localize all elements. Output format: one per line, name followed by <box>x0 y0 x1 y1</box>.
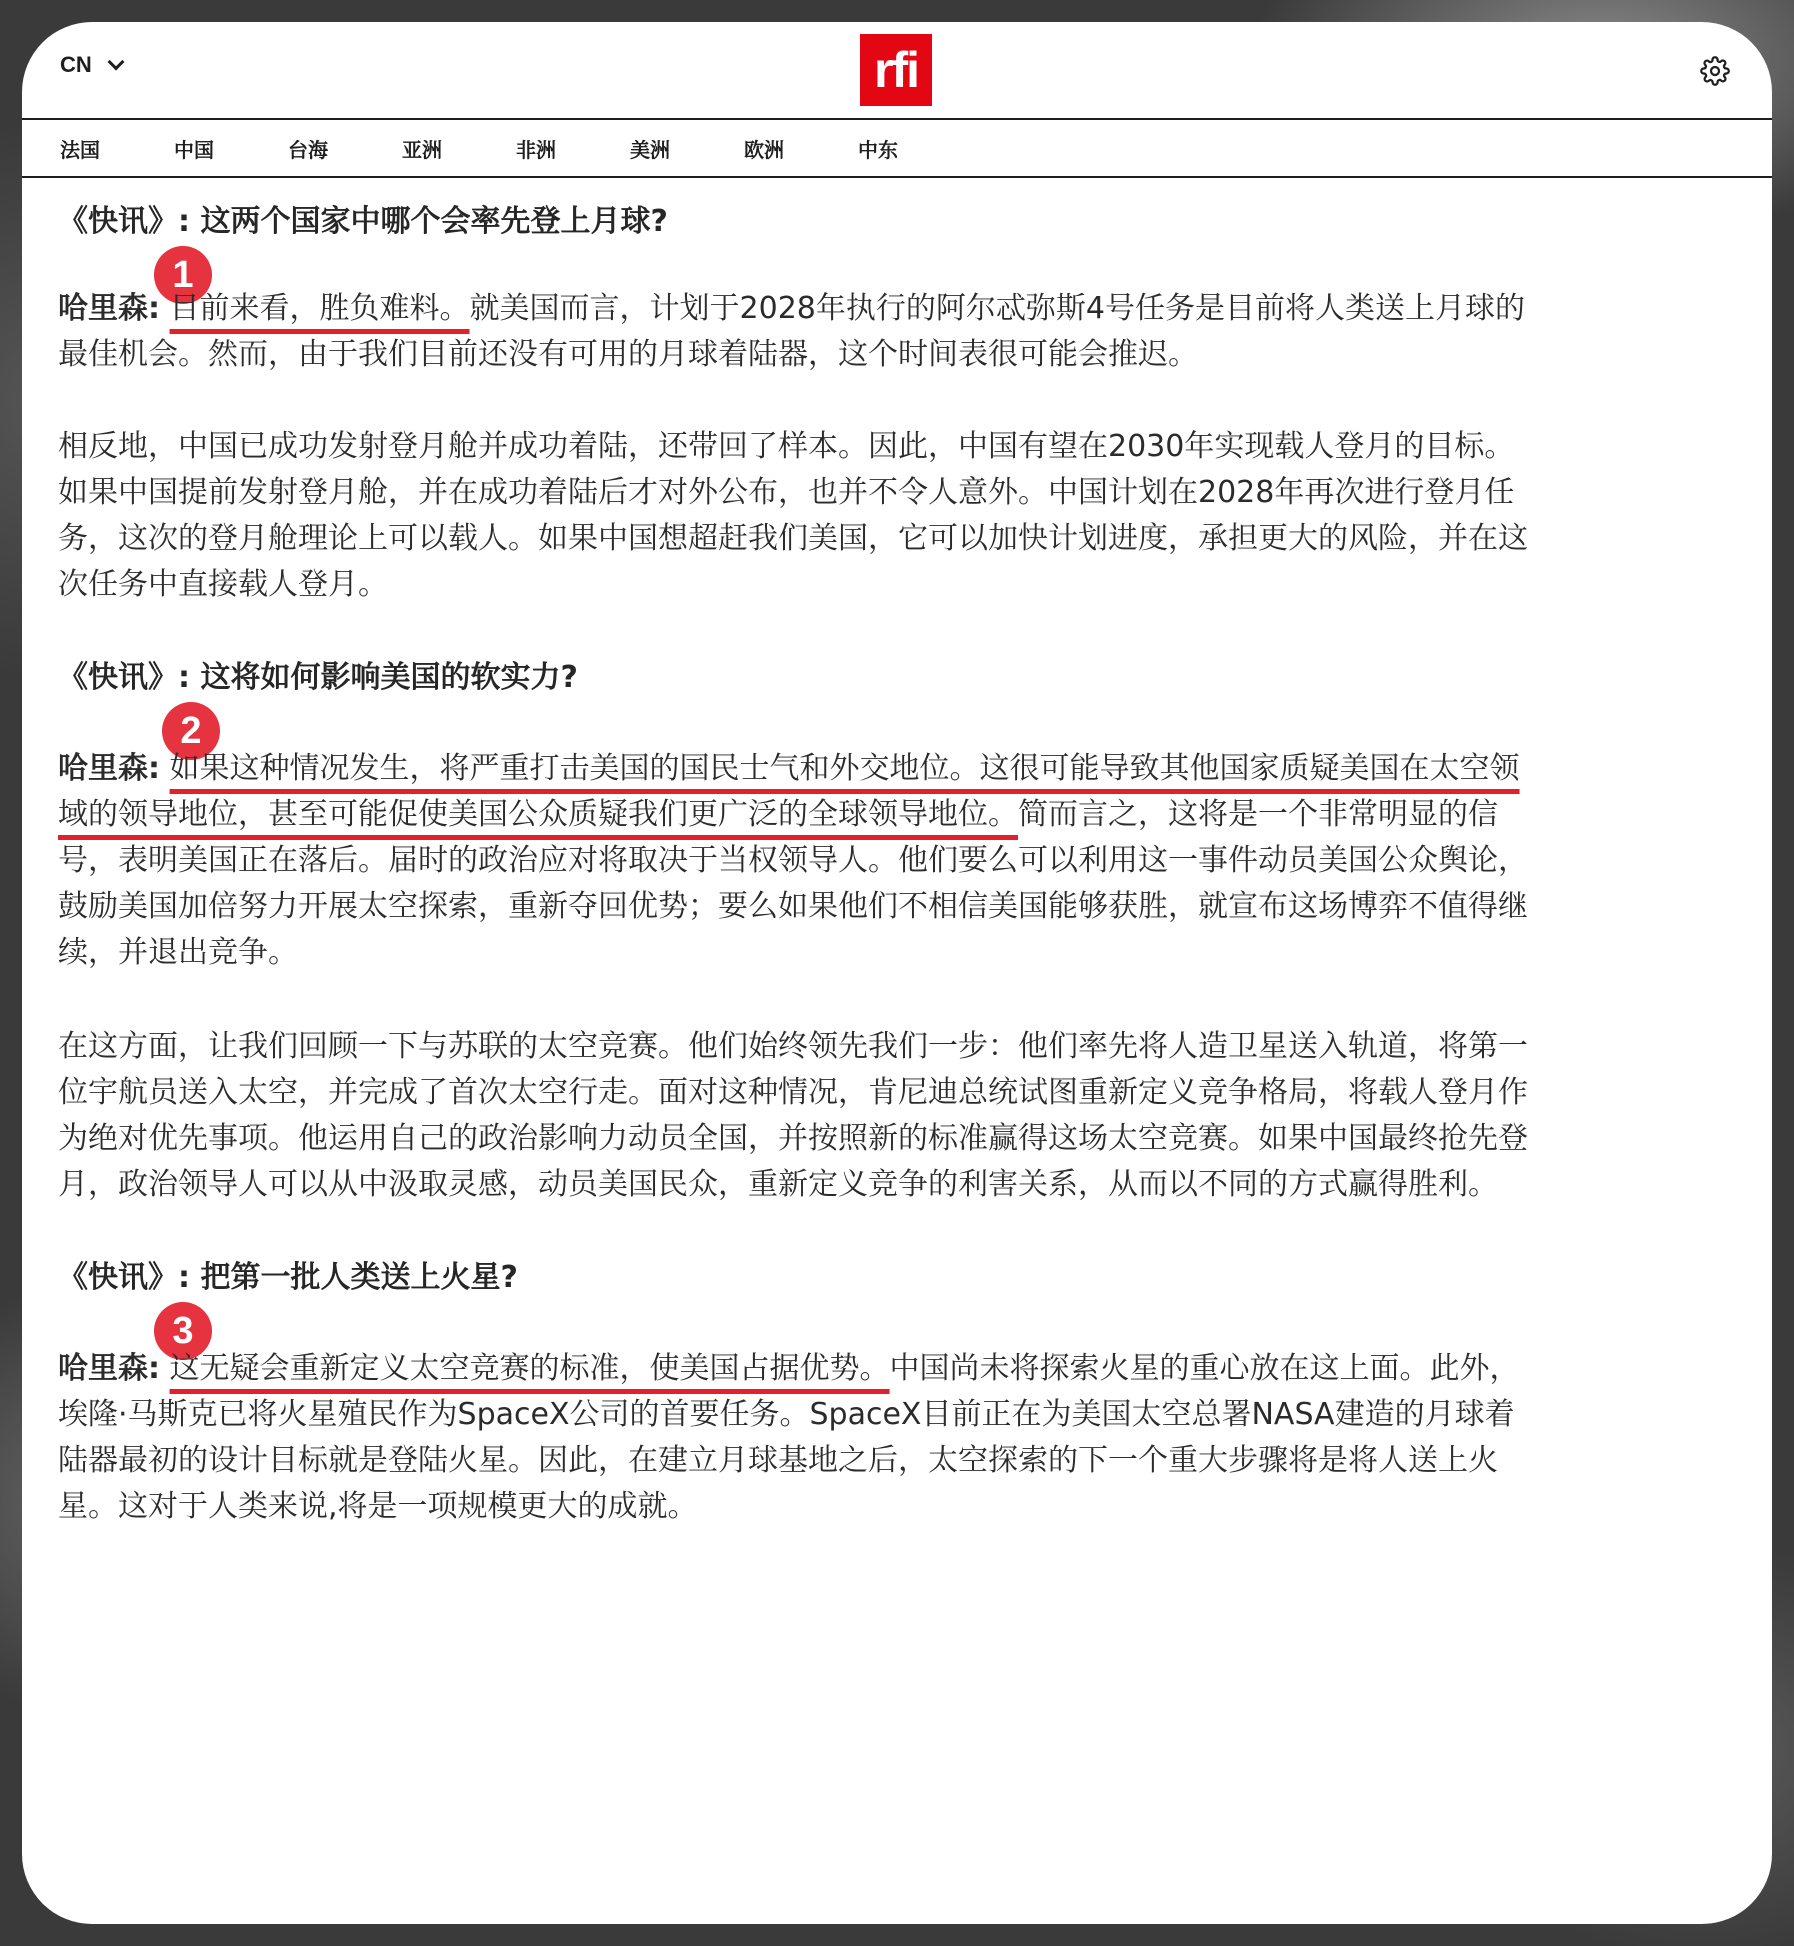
answer-text: 续，并退出竞争。 <box>58 935 298 970</box>
answer-text: 最佳机会。然而，由于我们目前还没有可用的月球着陆器，这个时间表很可能会推迟。 <box>58 337 1198 372</box>
answer-text: 埃隆·马斯克已将火星殖民作为SpaceX公司的首要任务。SpaceX目前正在为美国太空总署NASA建造的月球着 <box>58 1397 1515 1432</box>
paragraph-line: 在这方面，让我们回顾一下与苏联的太空竞赛。他们始终领先我们一步：他们率先将人造卫星送入轨道，将第一 <box>58 1029 1528 1064</box>
paragraph-line: 务，这次的登月舱理论上可以载人。如果中国想超赶我们美国，它可以加快计划进度，承担更大的风险，并在这 <box>58 521 1528 556</box>
nav-item-americas[interactable]: 美洲 <box>630 137 670 162</box>
rfi-logo[interactable]: rfi <box>860 34 932 106</box>
highlighted-text: 这无疑会重新定义太空竞赛的标准，使美国占据优势。 <box>169 1351 890 1386</box>
region-nav <box>22 120 1772 178</box>
answer-text: 陆器最初的设计目标就是登陆火星。因此，在建立月球基地之后，太空探索的下一个重大步骤将是将人送上火 <box>58 1443 1498 1478</box>
nav-item-middle-east[interactable]: 中东 <box>858 137 898 162</box>
question-heading-1: 《快讯》: 这两个国家中哪个会率先登上月球? <box>58 204 668 239</box>
nav-item-taiwan-strait[interactable]: 台海 <box>288 137 328 162</box>
app-window <box>22 22 1772 1924</box>
paragraph-line: 次任务中直接载人登月。 <box>58 567 388 602</box>
speaker-label: 哈里森: <box>58 751 160 786</box>
nav-item-africa[interactable]: 非洲 <box>516 137 556 162</box>
answer-paragraph-3 <box>58 1346 1748 1530</box>
body-paragraph-2 <box>58 1024 1748 1208</box>
answer-paragraph-2 <box>58 746 1748 976</box>
answer-text: 鼓励美国加倍努力开展太空探索，重新夺回优势；要么如果他们不相信美国能够获胜，就宣布这场博弈不值得继 <box>58 889 1528 924</box>
nav-item-asia[interactable]: 亚洲 <box>402 137 442 162</box>
nav-item-china[interactable]: 中国 <box>174 137 214 162</box>
paragraph-line: 位宇航员送入太空，并完成了首次太空行走。面对这种情况，肯尼迪总统试图重新定义竞争格局，将载人登月作 <box>58 1075 1528 1110</box>
answer-text: 号，表明美国正在落后。届时的政治应对将取决于当权领导人。他们要么可以利用这一事件动员美国公众舆论， <box>58 843 1528 878</box>
paragraph-line: 如果中国提前发射登月舱，并在成功着陆后才对外公布，也并不令人意外。中国计划在2028年再次进行登月任 <box>58 475 1515 510</box>
paragraph-line: 相反地，中国已成功发射登月舱并成功着陆，还带回了样本。因此，中国有望在2030年实现载人登月的目标。 <box>58 429 1515 464</box>
highlighted-text: 目前来看，胜负难料。 <box>169 291 470 326</box>
answer-text: 星。这对于人类来说,将是一项规模更大的成就。 <box>58 1489 698 1524</box>
nav-item-europe[interactable]: 欧洲 <box>744 137 784 162</box>
gear-icon[interactable] <box>1700 56 1730 86</box>
language-selector[interactable] <box>60 52 122 78</box>
chevron-down-icon <box>107 54 124 71</box>
speaker-label: 哈里森: <box>58 1351 160 1386</box>
question-heading-2: 《快讯》: 这将如何影响美国的软实力? <box>58 660 578 695</box>
paragraph-line: 为绝对优先事项。他运用自己的政治影响力动员全国，并按照新的标准赢得这场太空竞赛。如果中国最终抢先登 <box>58 1121 1528 1156</box>
highlighted-text: 如果这种情况发生，将严重打击美国的国民士气和外交地位。这很可能导致其他国家质疑美国在太空领 <box>169 751 1520 786</box>
question-heading-3: 《快讯》: 把第一批人类送上火星? <box>58 1260 518 1295</box>
highlighted-text: 域的领导地位，甚至可能促使美国公众质疑我们更广泛的全球领导地位。 <box>58 797 1018 832</box>
language-label: CN <box>60 52 92 77</box>
answer-paragraph-1 <box>58 286 1748 378</box>
annotation-marker-1: 1 <box>154 246 212 304</box>
paragraph-line: 月，政治领导人可以从中汲取灵感，动员美国民众，重新定义竞争的利害关系，从而以不同的方式赢得胜利。 <box>58 1167 1498 1202</box>
nav-item-france[interactable]: 法国 <box>60 137 100 162</box>
body-paragraph-1 <box>58 424 1748 608</box>
annotation-marker-2: 2 <box>162 702 220 760</box>
annotation-marker-3: 3 <box>154 1302 212 1360</box>
answer-text: 简而言之，这将是一个非常明显的信 <box>1018 797 1498 832</box>
answer-text: 就美国而言，计划于2028年执行的阿尔忒弥斯4号任务是目前将人类送上月球的 <box>469 291 1525 326</box>
top-bar <box>22 22 1772 120</box>
speaker-label: 哈里森: <box>58 291 160 326</box>
answer-text: 中国尚未将探索火星的重心放在这上面。此外， <box>889 1351 1520 1386</box>
